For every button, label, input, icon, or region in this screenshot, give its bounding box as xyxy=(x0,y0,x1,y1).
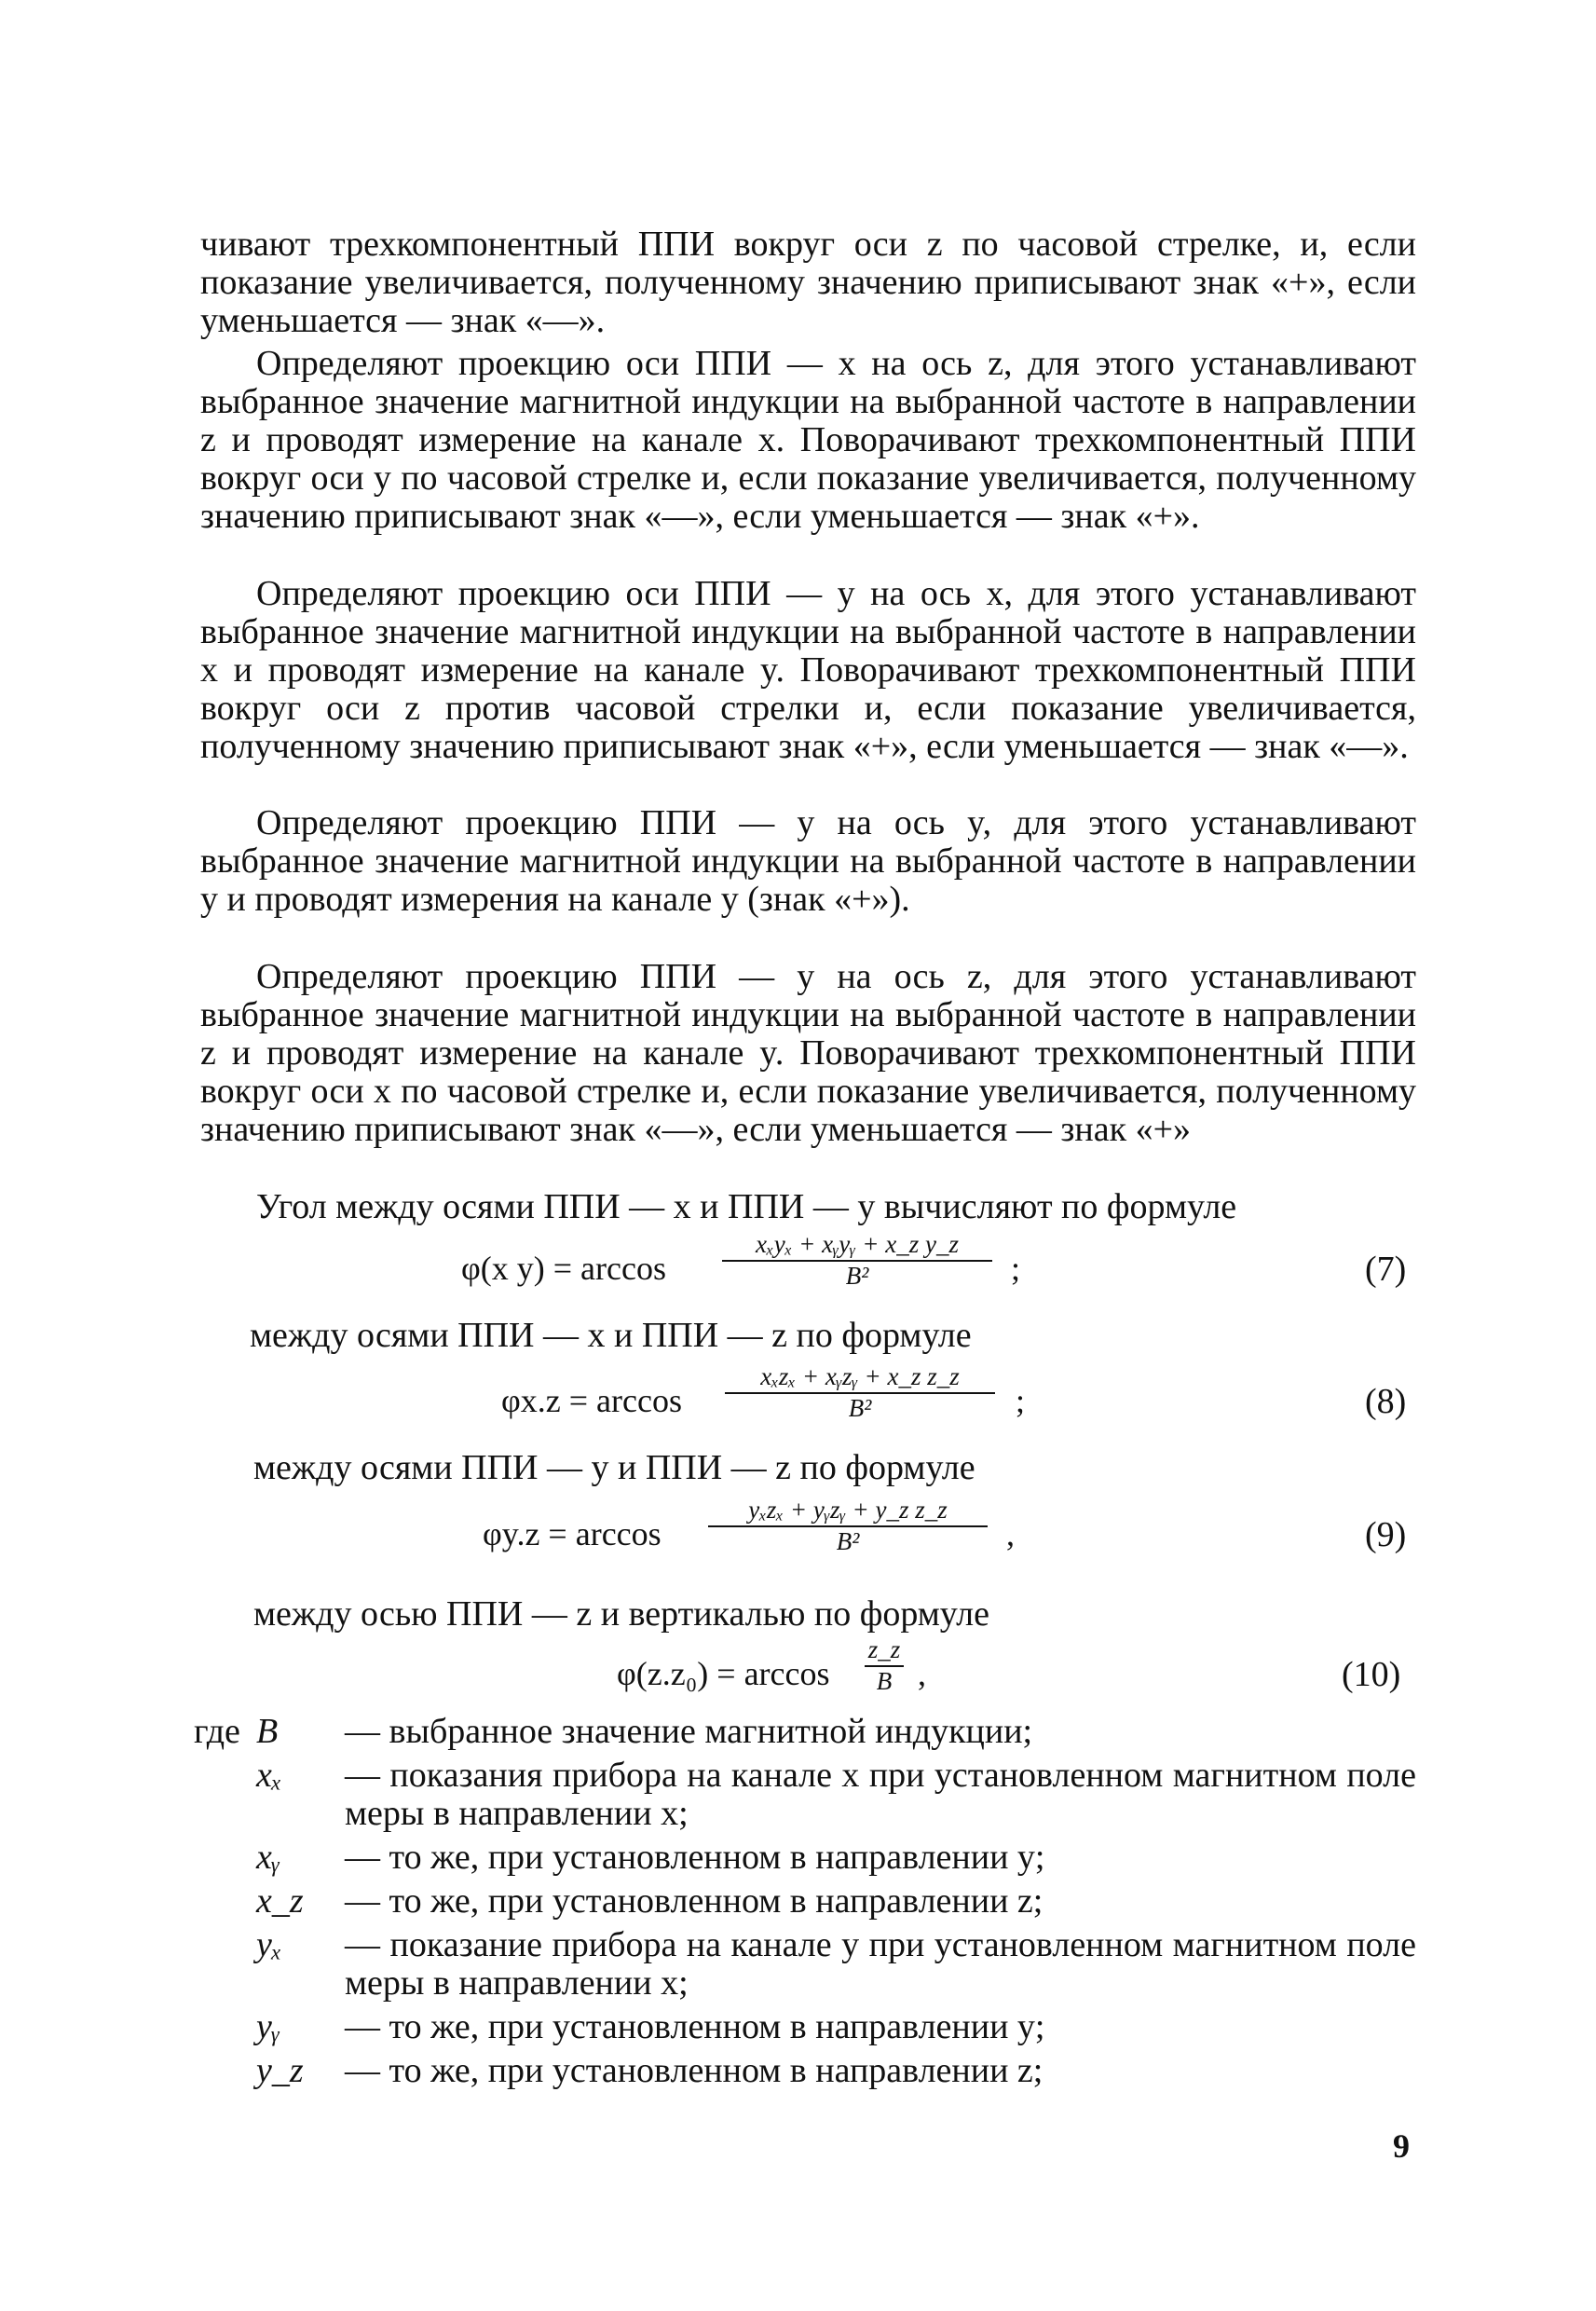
definition-symbol: yₓ xyxy=(256,1925,282,1964)
formula-7-numerator: xₓyₓ + xᵧyᵧ + x_z y_z xyxy=(756,1230,959,1258)
formula-7-lhs: φ(x y) = arccos xyxy=(461,1250,666,1287)
formula-7 xyxy=(0,1230,1596,1305)
equation-number-7: (7) xyxy=(1365,1250,1407,1289)
definition-symbol: xᵧ xyxy=(256,1838,280,1877)
definition-symbol: yᵧ xyxy=(256,2007,280,2046)
definition-text: — то же, при установленном в направлении y; xyxy=(345,1838,1045,1877)
definition-text: — то же, при установленном в направлении z; xyxy=(345,2051,1044,2090)
formula-8-punctuation: ; xyxy=(1016,1382,1026,1419)
formula-8 xyxy=(0,1362,1596,1437)
formula-7-denominator: B² xyxy=(845,1262,869,1290)
definition-item xyxy=(256,2052,1416,2090)
formula-10-fraction xyxy=(865,1635,904,1695)
paragraph-continuation: чивают трехкомпонентный ППИ вокруг оси z по часовой стрелке, и, если показание увеличивается, полученному значению приписывают знак «+», если уменьшается — знак «—». xyxy=(200,225,1416,340)
definition-text: — показание прибора на канале y при установленном магнитном поле меры в направлении x; xyxy=(345,1925,1416,2003)
formula-10-punctuation: , xyxy=(918,1655,926,1692)
definition-symbol: x_z xyxy=(256,1881,304,1921)
formula-7-fraction xyxy=(722,1230,992,1290)
paragraph-projection-y-on-x: Определяют проекцию оси ППИ — y на ось x, для этого устанавливают выбранное значение магнитной индукции на выбранной частоте в направлении x и проводят измерение на канале y. Поворачивают трехкомпонентный ППИ вокруг оси z против часовой стрелки и, если показание увеличивается, полученному значению приписывают знак «+», если уменьшается — знак «—». xyxy=(200,574,1416,766)
formula-10 xyxy=(0,1635,1596,1710)
formula-8-numerator: xₓzₓ + xᵧzᵧ + x_z z_z xyxy=(760,1362,960,1390)
equation-number-9: (9) xyxy=(1365,1515,1407,1554)
formula-intro-10: между осью ППИ — z и вертикалью по формуле xyxy=(253,1594,989,1634)
equation-number-10: (10) xyxy=(1342,1655,1401,1694)
paragraph-projection-y-on-z: Определяют проекцию ППИ — y на ось z, для этого устанавливают выбранное значение магнитной индукции на выбранной частоте в направлении z и проводят измерение на канале y. Поворачивают трехкомпонентный ППИ вокруг оси x по часовой стрелке и, если показание увеличивается, полученному значению приписывают знак «—», если уменьшается — знак «+» xyxy=(200,957,1416,1149)
formula-9-denominator: B² xyxy=(836,1527,860,1555)
definition-symbol: B xyxy=(256,1712,279,1751)
paragraph-projection-x-on-z: Определяют проекцию оси ППИ — x на ось z, для этого устанавливают выбранное значение магнитной индукции на выбранной частоте в направлении z и проводят измерение на канале x. Поворачивают трехкомпонентный ППИ вокруг оси y по часовой стрелке и, если показание увеличивается, полученному значению приписывают знак «—», если уменьшается — знак «+». xyxy=(200,344,1416,536)
formula-9 xyxy=(0,1496,1596,1570)
formula-10-lhs: φ(z.z₀) = arccos xyxy=(617,1655,830,1692)
formula-8-lhs: φx.z = arccos xyxy=(501,1382,682,1419)
formula-8-denominator: B² xyxy=(848,1394,872,1422)
definition-item xyxy=(256,1757,1416,1833)
formula-intro-9: между осями ППИ — y и ППИ — z по формуле xyxy=(253,1448,975,1487)
definitions-list xyxy=(256,1713,1416,2096)
definition-item xyxy=(256,2008,1416,2046)
page-number: 9 xyxy=(1393,2127,1410,2165)
definition-symbol: xₓ xyxy=(256,1756,282,1795)
formula-9-numerator: yₓzₓ + yᵧzᵧ + y_z z_z xyxy=(748,1496,948,1524)
definition-text: — то же, при установленном в направлении y; xyxy=(345,2007,1045,2046)
definition-item xyxy=(256,1882,1416,1921)
definition-symbol: y_z xyxy=(256,2051,304,2090)
definition-text: — то же, при установленном в направлении z; xyxy=(345,1881,1044,1921)
formula-10-denominator: B xyxy=(876,1667,893,1695)
formula-9-lhs: φy.z = arccos xyxy=(483,1515,662,1552)
definition-text: — выбранное значение магнитной индукции; xyxy=(345,1712,1033,1751)
formula-8-fraction xyxy=(725,1362,995,1422)
formula-intro-7: Угол между осями ППИ — x и ППИ — y вычисляют по формуле xyxy=(256,1187,1237,1226)
definition-text: — показания прибора на канале x при установленном магнитном поле меры в направлении x; xyxy=(345,1756,1416,1833)
formula-10-numerator: z_z xyxy=(867,1635,901,1663)
equation-number-8: (8) xyxy=(1365,1382,1407,1421)
formula-intro-8: между осями ППИ — x и ППИ — z по формуле xyxy=(250,1316,972,1355)
formula-9-punctuation: , xyxy=(1006,1515,1015,1552)
paragraph-projection-y-on-y: Определяют проекцию ППИ — y на ось y, для этого устанавливают выбранное значение магнитной индукции на выбранной частоте в направлении y и проводят измерения на канале y (знак «+»). xyxy=(200,803,1416,919)
definition-item xyxy=(256,1713,1416,1751)
formula-7-punctuation: ; xyxy=(1011,1250,1021,1287)
where-label: где xyxy=(194,1712,240,1751)
definition-item xyxy=(256,1926,1416,2003)
formula-9-fraction xyxy=(708,1496,988,1555)
definition-item xyxy=(256,1839,1416,1877)
